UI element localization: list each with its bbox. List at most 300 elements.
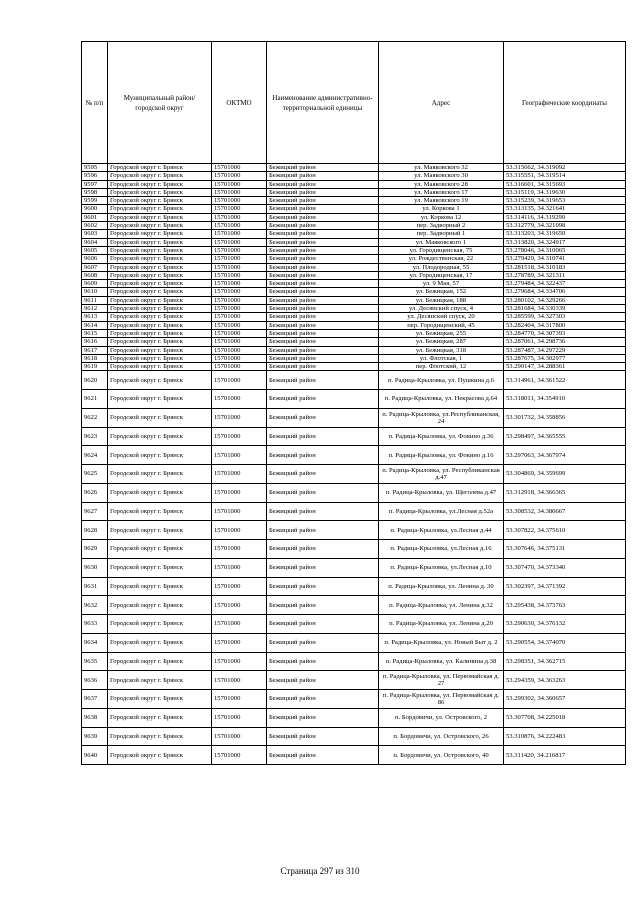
table-row	[82, 483, 626, 502]
row-region: Городской округ г. Брянск	[108, 296, 212, 304]
table-row	[82, 558, 626, 577]
row-address: ул. Маяковского 1	[379, 238, 504, 246]
row-oktmo: 15701000	[212, 483, 267, 502]
row-oktmo: 15701000	[212, 238, 267, 246]
row-coordinates: 53.313135, 34.321641	[504, 205, 626, 213]
row-admin-unit: Бежицкий район	[267, 346, 379, 354]
row-admin-unit: Бежицкий район	[267, 690, 379, 709]
row-coordinates: 53.318011, 34.354910	[504, 390, 626, 409]
row-oktmo: 15701000	[212, 633, 267, 652]
row-region: Городской округ г. Брянск	[108, 329, 212, 337]
row-number: 9619	[82, 363, 108, 371]
table-row	[82, 652, 626, 671]
row-number: 9615	[82, 329, 108, 337]
row-admin-unit: Бежицкий район	[267, 465, 379, 484]
row-coordinates: 53.313203, 34.319650	[504, 230, 626, 238]
row-region: Городской округ г. Брянск	[108, 197, 212, 205]
row-oktmo: 15701000	[212, 577, 267, 596]
table-row	[82, 465, 626, 484]
row-oktmo: 15701000	[212, 246, 267, 254]
row-admin-unit: Бежицкий район	[267, 164, 379, 172]
row-region: Городской округ г. Брянск	[108, 263, 212, 271]
row-oktmo: 15701000	[212, 197, 267, 205]
row-admin-unit: Бежицкий район	[267, 363, 379, 371]
row-address: п. Радица-Крыловка, ул. Республиканская д.47	[379, 465, 504, 484]
row-oktmo: 15701000	[212, 596, 267, 615]
row-number: 9626	[82, 483, 108, 502]
row-number: 9621	[82, 390, 108, 409]
table-row	[82, 371, 626, 390]
table-row	[82, 746, 626, 765]
row-address: ул. Бежицкая, 188	[379, 296, 504, 304]
row-region: Городской округ г. Брянск	[108, 390, 212, 409]
row-address: ул. Десянский спуск, 4	[379, 305, 504, 313]
row-admin-unit: Бежицкий район	[267, 305, 379, 313]
row-number: 9601	[82, 213, 108, 221]
row-admin-unit: Бежицкий район	[267, 238, 379, 246]
row-coordinates: 53.315662, 34.319092	[504, 164, 626, 172]
row-oktmo: 15701000	[212, 205, 267, 213]
row-address: п. Радица-Крыловка, ул.Республиканская, 24	[379, 408, 504, 427]
header-region: Муниципальный район/городской округ	[108, 42, 212, 164]
row-number: 9624	[82, 446, 108, 465]
row-coordinates: 53.284770, 34.307393	[504, 329, 626, 337]
row-address: ул. Городищенская, 75	[379, 246, 504, 254]
row-region: Городской округ г. Брянск	[108, 540, 212, 559]
row-oktmo: 15701000	[212, 255, 267, 263]
row-oktmo: 15701000	[212, 727, 267, 746]
row-coordinates: 53.314116, 34.319299	[504, 213, 626, 221]
table-header-row	[82, 42, 626, 164]
row-number: 9600	[82, 205, 108, 213]
table-row	[82, 390, 626, 409]
table-row	[82, 502, 626, 521]
row-address: п. Радица-Крыловка, ул.Лесная д.52а	[379, 502, 504, 521]
row-oktmo: 15701000	[212, 446, 267, 465]
row-oktmo: 15701000	[212, 652, 267, 671]
row-number: 9604	[82, 238, 108, 246]
data-table	[81, 41, 626, 765]
row-coordinates: 53.281684, 34.330339	[504, 305, 626, 313]
table-row	[82, 172, 626, 180]
table-row	[82, 338, 626, 346]
row-admin-unit: Бежицкий район	[267, 652, 379, 671]
table-row	[82, 288, 626, 296]
row-oktmo: 15701000	[212, 313, 267, 321]
row-region: Городской округ г. Брянск	[108, 188, 212, 196]
table-row	[82, 296, 626, 304]
row-address: ул. Маяковского 17	[379, 188, 504, 196]
row-address: ул. Коркова 1	[379, 205, 504, 213]
row-number: 9627	[82, 502, 108, 521]
row-region: Городской округ г. Брянск	[108, 230, 212, 238]
row-address: ул. Рождественская, 22	[379, 255, 504, 263]
row-coordinates: 53.307822, 34.375610	[504, 521, 626, 540]
row-address: пер. Флотский, 12	[379, 363, 504, 371]
row-number: 9611	[82, 296, 108, 304]
row-region: Городской округ г. Брянск	[108, 213, 212, 221]
row-region: Городской округ г. Брянск	[108, 271, 212, 279]
table-row	[82, 727, 626, 746]
row-region: Городской округ г. Брянск	[108, 238, 212, 246]
table-row	[82, 521, 626, 540]
row-coordinates: 53.310876, 34.222483	[504, 727, 626, 746]
row-region: Городской округ г. Брянск	[108, 354, 212, 362]
table-row	[82, 246, 626, 254]
row-number: 9598	[82, 188, 108, 196]
row-number: 9603	[82, 230, 108, 238]
row-oktmo: 15701000	[212, 288, 267, 296]
row-number: 9618	[82, 354, 108, 362]
row-address: п. Бордовичи, ул. Островского, 26	[379, 727, 504, 746]
table-row	[82, 329, 626, 337]
row-oktmo: 15701000	[212, 296, 267, 304]
row-admin-unit: Бежицкий район	[267, 246, 379, 254]
row-region: Городской округ г. Брянск	[108, 338, 212, 346]
row-admin-unit: Бежицкий район	[267, 521, 379, 540]
table-row	[82, 596, 626, 615]
row-number: 9632	[82, 596, 108, 615]
row-admin-unit: Бежицкий район	[267, 427, 379, 446]
row-address: п. Радица-Крыловка, ул. Фокино д.16	[379, 446, 504, 465]
row-address: п. Радица-Крыловка, ул.Лесная д.44	[379, 521, 504, 540]
row-admin-unit: Бежицкий район	[267, 633, 379, 652]
table-row	[82, 671, 626, 690]
table-row	[82, 263, 626, 271]
row-oktmo: 15701000	[212, 188, 267, 196]
row-number: 9596	[82, 172, 108, 180]
row-oktmo: 15701000	[212, 465, 267, 484]
row-coordinates: 53.314961, 34.361522	[504, 371, 626, 390]
row-admin-unit: Бежицкий район	[267, 313, 379, 321]
row-number: 9613	[82, 313, 108, 321]
row-admin-unit: Бежицкий район	[267, 338, 379, 346]
row-coordinates: 53.316601, 34.315693	[504, 180, 626, 188]
row-address: п. Радица-Крыловка, ул. Новый Быт д. 2	[379, 633, 504, 652]
row-region: Городской округ г. Брянск	[108, 205, 212, 213]
table-row	[82, 164, 626, 172]
header-admin-unit: Наименование административно-территориальной единицы	[267, 42, 379, 164]
table-row	[82, 633, 626, 652]
row-admin-unit: Бежицкий район	[267, 180, 379, 188]
row-admin-unit: Бежицкий район	[267, 596, 379, 615]
row-oktmo: 15701000	[212, 540, 267, 559]
table-row	[82, 271, 626, 279]
row-address: п. Бордовичи, ул. Островского, 40	[379, 746, 504, 765]
row-admin-unit: Бежицкий район	[267, 408, 379, 427]
row-number: 9625	[82, 465, 108, 484]
row-number: 9639	[82, 727, 108, 746]
row-oktmo: 15701000	[212, 280, 267, 288]
row-coordinates: 53.287487, 34.297229	[504, 346, 626, 354]
row-region: Городской округ г. Брянск	[108, 164, 212, 172]
row-region: Городской округ г. Брянск	[108, 321, 212, 329]
row-region: Городской округ г. Брянск	[108, 596, 212, 615]
row-admin-unit: Бежицкий район	[267, 205, 379, 213]
row-coordinates: 53.298497, 34.365555	[504, 427, 626, 446]
row-coordinates: 53.295438, 34.373763	[504, 596, 626, 615]
header-coordinates: Географические координаты	[504, 42, 626, 164]
row-region: Городской округ г. Брянск	[108, 465, 212, 484]
table-row	[82, 321, 626, 329]
row-address: ул. Бежицкая, 255	[379, 329, 504, 337]
row-coordinates: 53.315119, 34.319630	[504, 188, 626, 196]
row-region: Городской округ г. Брянск	[108, 246, 212, 254]
row-admin-unit: Бежицкий район	[267, 222, 379, 230]
row-address: ул. 9 Мая, 57	[379, 280, 504, 288]
table-body	[82, 164, 626, 765]
row-number: 9602	[82, 222, 108, 230]
row-admin-unit: Бежицкий район	[267, 577, 379, 596]
row-address: ул. Бежицкая, 152	[379, 288, 504, 296]
row-coordinates: 53.313820, 34.324917	[504, 238, 626, 246]
row-coordinates: 53.281518, 34.310183	[504, 263, 626, 271]
table-row	[82, 238, 626, 246]
table-row	[82, 222, 626, 230]
row-admin-unit: Бежицкий район	[267, 197, 379, 205]
row-coordinates: 53.315239, 34.319653	[504, 197, 626, 205]
row-coordinates: 53.307708, 34.225018	[504, 708, 626, 727]
row-oktmo: 15701000	[212, 390, 267, 409]
row-address: ул. Плодородная, 55	[379, 263, 504, 271]
row-coordinates: 53.315551, 34.319514	[504, 172, 626, 180]
row-address: п. Радица-Крыловка, ул. Фокино д.36	[379, 427, 504, 446]
row-coordinates: 53.290554, 34.374070	[504, 633, 626, 652]
row-admin-unit: Бежицкий район	[267, 280, 379, 288]
row-admin-unit: Бежицкий район	[267, 390, 379, 409]
row-region: Городской округ г. Брянск	[108, 363, 212, 371]
row-address: п. Радица-Крыловка, ул. Пушкина д.6	[379, 371, 504, 390]
row-oktmo: 15701000	[212, 180, 267, 188]
row-region: Городской округ г. Брянск	[108, 427, 212, 446]
row-coordinates: 53.307470, 34.373340	[504, 558, 626, 577]
row-number: 9612	[82, 305, 108, 313]
row-admin-unit: Бежицкий район	[267, 255, 379, 263]
row-region: Городской округ г. Брянск	[108, 652, 212, 671]
row-number: 9609	[82, 280, 108, 288]
table-row	[82, 305, 626, 313]
row-address: пер. Городищенский, 45	[379, 321, 504, 329]
row-coordinates: 53.307646, 34.375131	[504, 540, 626, 559]
row-oktmo: 15701000	[212, 263, 267, 271]
row-number: 9607	[82, 263, 108, 271]
row-oktmo: 15701000	[212, 363, 267, 371]
row-number: 9638	[82, 708, 108, 727]
row-region: Городской округ г. Брянск	[108, 521, 212, 540]
row-coordinates: 53.290147, 34.288361	[504, 363, 626, 371]
row-admin-unit: Бежицкий район	[267, 446, 379, 465]
row-coordinates: 53.294359, 34.363263	[504, 671, 626, 690]
row-coordinates: 53.312779, 34.321098	[504, 222, 626, 230]
row-address: пер. Задворный 2	[379, 222, 504, 230]
row-address: ул. Бежицкая, 287	[379, 338, 504, 346]
row-number: 9610	[82, 288, 108, 296]
row-address: п. Радица-Крыловка, ул. Ленина д.32	[379, 596, 504, 615]
row-region: Городской округ г. Брянск	[108, 222, 212, 230]
row-coordinates: 53.282404, 34.317800	[504, 321, 626, 329]
row-coordinates: 53.279484, 34.322437	[504, 280, 626, 288]
row-address: п. Радица-Крыловка, ул. Ленина д.20	[379, 615, 504, 634]
row-coordinates: 53.304869, 34.359699	[504, 465, 626, 484]
row-oktmo: 15701000	[212, 708, 267, 727]
row-oktmo: 15701000	[212, 305, 267, 313]
row-coordinates: 53.279429, 34.310741	[504, 255, 626, 263]
row-admin-unit: Бежицкий район	[267, 354, 379, 362]
row-region: Городской округ г. Брянск	[108, 558, 212, 577]
row-coordinates: 53.279684, 34.334706	[504, 288, 626, 296]
table-row	[82, 280, 626, 288]
row-address: ул. Маяковского 19	[379, 197, 504, 205]
row-oktmo: 15701000	[212, 746, 267, 765]
row-address: п. Радица-Крыловка, ул.Лесная д.16	[379, 540, 504, 559]
row-region: Городской округ г. Брянск	[108, 255, 212, 263]
row-region: Городской округ г. Брянск	[108, 671, 212, 690]
table-row	[82, 346, 626, 354]
row-oktmo: 15701000	[212, 671, 267, 690]
row-number: 9634	[82, 633, 108, 652]
row-admin-unit: Бежицкий район	[267, 288, 379, 296]
row-oktmo: 15701000	[212, 354, 267, 362]
row-region: Городской округ г. Брянск	[108, 708, 212, 727]
row-address: п. Радица-Крыловка, ул. Первомайская д. 86	[379, 690, 504, 709]
table-row	[82, 615, 626, 634]
row-number: 9605	[82, 246, 108, 254]
row-address: п. Радица-Крыловка, ул. Ленина д. 30	[379, 577, 504, 596]
row-admin-unit: Бежицкий район	[267, 296, 379, 304]
row-oktmo: 15701000	[212, 521, 267, 540]
row-region: Городской округ г. Брянск	[108, 502, 212, 521]
row-address: п. Радица-Крыловка, ул. Калинина д.38	[379, 652, 504, 671]
row-number: 9608	[82, 271, 108, 279]
row-oktmo: 15701000	[212, 213, 267, 221]
row-number: 9635	[82, 652, 108, 671]
table-row	[82, 577, 626, 596]
row-coordinates: 53.301732, 34.358856	[504, 408, 626, 427]
row-number: 9636	[82, 671, 108, 690]
row-coordinates: 53.290630, 34.376132	[504, 615, 626, 634]
table-row	[82, 213, 626, 221]
row-number: 9629	[82, 540, 108, 559]
row-admin-unit: Бежицкий район	[267, 321, 379, 329]
row-coordinates: 53.278046, 34.310065	[504, 246, 626, 254]
row-region: Городской округ г. Брянск	[108, 313, 212, 321]
row-oktmo: 15701000	[212, 690, 267, 709]
row-admin-unit: Бежицкий район	[267, 483, 379, 502]
row-number: 9614	[82, 321, 108, 329]
row-admin-unit: Бежицкий район	[267, 329, 379, 337]
row-number: 9637	[82, 690, 108, 709]
row-coordinates: 53.287675, 34.302977	[504, 354, 626, 362]
header-oktmo: ОКТМО	[212, 42, 267, 164]
row-address: п. Бордовичи, ул. Островского, 2	[379, 708, 504, 727]
row-oktmo: 15701000	[212, 164, 267, 172]
row-address: п. Радица-Крыловка, ул.Лесная д.10	[379, 558, 504, 577]
table-row	[82, 188, 626, 196]
table-row	[82, 690, 626, 709]
row-region: Городской округ г. Брянск	[108, 483, 212, 502]
row-coordinates: 53.285599, 34.327303	[504, 313, 626, 321]
row-coordinates: 53.287061, 34.298736	[504, 338, 626, 346]
row-oktmo: 15701000	[212, 427, 267, 446]
row-admin-unit: Бежицкий район	[267, 540, 379, 559]
row-admin-unit: Бежицкий район	[267, 230, 379, 238]
header-num: № п/п	[82, 42, 108, 164]
table-row	[82, 197, 626, 205]
row-number: 9633	[82, 615, 108, 634]
row-oktmo: 15701000	[212, 338, 267, 346]
row-admin-unit: Бежицкий район	[267, 172, 379, 180]
row-region: Городской округ г. Брянск	[108, 280, 212, 288]
row-coordinates: 53.308532, 34.380667	[504, 502, 626, 521]
table-row	[82, 255, 626, 263]
row-oktmo: 15701000	[212, 230, 267, 238]
row-address: ул. Коркова 12	[379, 213, 504, 221]
table-row	[82, 708, 626, 727]
row-number: 9623	[82, 427, 108, 446]
row-admin-unit: Бежицкий район	[267, 213, 379, 221]
row-address: п. Радица-Крыловка, ул. Первомайская д. 27	[379, 671, 504, 690]
row-region: Городской округ г. Брянск	[108, 577, 212, 596]
row-region: Городской округ г. Брянск	[108, 172, 212, 180]
table-row	[82, 540, 626, 559]
row-region: Городской округ г. Брянск	[108, 346, 212, 354]
table-row	[82, 354, 626, 362]
row-number: 9595	[82, 164, 108, 172]
table-row	[82, 313, 626, 321]
row-admin-unit: Бежицкий район	[267, 615, 379, 634]
row-oktmo: 15701000	[212, 371, 267, 390]
row-admin-unit: Бежицкий район	[267, 708, 379, 727]
row-admin-unit: Бежицкий район	[267, 671, 379, 690]
row-admin-unit: Бежицкий район	[267, 558, 379, 577]
row-coordinates: 53.302397, 34.371392	[504, 577, 626, 596]
row-number: 9630	[82, 558, 108, 577]
row-address: п. Радица-Крыловка, ул. Щеголева д.47	[379, 483, 504, 502]
row-admin-unit: Бежицкий район	[267, 502, 379, 521]
table-row	[82, 180, 626, 188]
row-oktmo: 15701000	[212, 558, 267, 577]
row-coordinates: 53.312918, 34.366365	[504, 483, 626, 502]
row-address: п. Радица-Крыловка, ул. Некрасова д.64	[379, 390, 504, 409]
row-oktmo: 15701000	[212, 329, 267, 337]
row-region: Городской округ г. Брянск	[108, 288, 212, 296]
row-admin-unit: Бежицкий район	[267, 188, 379, 196]
row-number: 9620	[82, 371, 108, 390]
table-row	[82, 205, 626, 213]
row-address: ул. Маяковского 30	[379, 172, 504, 180]
row-coordinates: 53.298351, 34.362715	[504, 652, 626, 671]
row-admin-unit: Бежицкий район	[267, 271, 379, 279]
row-address: ул. Бежицкая, 318	[379, 346, 504, 354]
row-region: Городской округ г. Брянск	[108, 180, 212, 188]
row-number: 9628	[82, 521, 108, 540]
row-oktmo: 15701000	[212, 172, 267, 180]
row-number: 9631	[82, 577, 108, 596]
row-number: 9606	[82, 255, 108, 263]
row-number: 9640	[82, 746, 108, 765]
row-address: пер. Задворный 1	[379, 230, 504, 238]
page-number: Страница 297 из 310	[280, 866, 360, 876]
row-region: Городской округ г. Брянск	[108, 371, 212, 390]
row-oktmo: 15701000	[212, 222, 267, 230]
row-region: Городской округ г. Брянск	[108, 633, 212, 652]
row-oktmo: 15701000	[212, 408, 267, 427]
row-address: ул. Десянский спуск, 20	[379, 313, 504, 321]
row-coordinates: 53.297063, 34.367974	[504, 446, 626, 465]
row-admin-unit: Бежицкий район	[267, 746, 379, 765]
row-address: ул. Маяковского 28	[379, 180, 504, 188]
row-admin-unit: Бежицкий район	[267, 263, 379, 271]
